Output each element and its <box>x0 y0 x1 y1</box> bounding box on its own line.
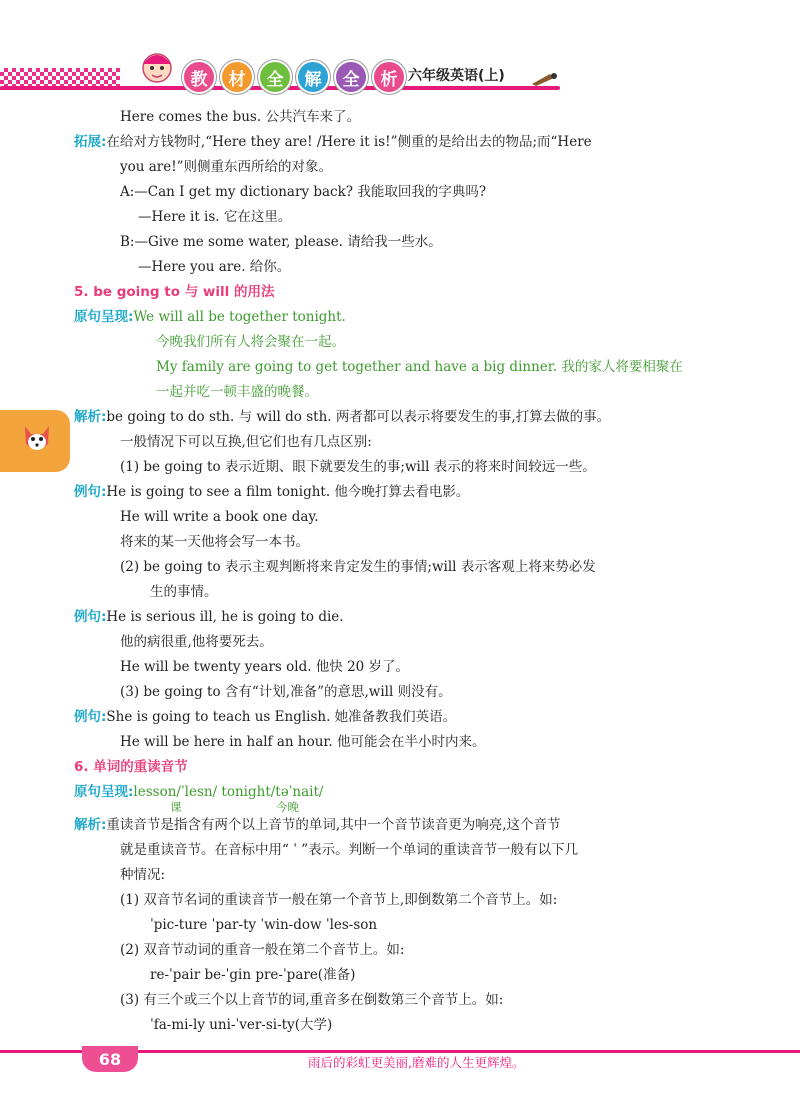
footer-motto: 雨后的彩虹更美丽,磨难的人生更辉煌。 <box>308 1055 525 1070</box>
text-line <box>138 256 290 278</box>
line-text: 6. 单词的重读音节 <box>74 759 188 775</box>
line-text: He will write a book one day. <box>120 509 319 525</box>
line-text: —Here it is. 它在这里。 <box>138 209 292 225</box>
line-text: re-ˈpair be-ˈgin pre-ˈpare(准备) <box>150 967 356 983</box>
line-text: ˈfa-mi-ly uni-ˈver-si-ty(大学) <box>150 1017 333 1033</box>
line-text: you are!”则侧重东西所给的对象。 <box>120 159 333 175</box>
text-line <box>74 481 469 503</box>
fox-mascot-icon <box>22 420 52 454</box>
text-line <box>74 131 592 153</box>
section-label: 解析: <box>74 409 107 425</box>
title-char: 材 <box>220 60 254 94</box>
line-text: (3) 有三个或三个以上音节的词,重音多在倒数第三个音节上。如: <box>120 992 504 1008</box>
line-text: 今晚我们所有人将会聚在一起。 <box>156 334 345 350</box>
line-text: 一般情况下可以互换,但它们也有几点区别: <box>120 434 372 450</box>
line-text: We will all be together tonight. <box>133 309 346 325</box>
text-line <box>156 331 345 353</box>
book-title <box>182 60 406 94</box>
text-line <box>120 631 273 653</box>
text-line <box>74 606 344 628</box>
text-line <box>138 206 291 228</box>
section-label: 原句呈现: <box>74 784 134 800</box>
line-text: 他的病很重,他将要死去。 <box>120 634 273 650</box>
gloss-text: 今晚 <box>276 800 299 814</box>
page-header <box>0 0 800 100</box>
text-line <box>120 456 596 478</box>
line-text: 一起并吃一顿丰盛的晚餐。 <box>156 384 318 400</box>
line-text: 生的事情。 <box>150 584 218 600</box>
line-text: be going to do sth. 与 will do sth. 两者都可以表示将要发生的事,打算去做的事。 <box>106 409 611 425</box>
section-heading <box>74 281 274 303</box>
line-text: He will be twenty years old. 他快 20 岁了。 <box>120 659 410 675</box>
text-line <box>150 964 355 986</box>
text-line <box>120 431 372 453</box>
text-line <box>120 556 596 578</box>
section-label: 例句: <box>74 609 107 625</box>
text-line <box>120 181 486 203</box>
section-label: 例句: <box>74 484 107 500</box>
line-text: A:—Can I get my dictionary back? 我能取回我的字典吗? <box>120 184 487 200</box>
title-char: 全 <box>334 60 368 94</box>
line-text: He will be here in half an hour. 他可能会在半小时内来。 <box>120 734 486 750</box>
text-line <box>120 889 557 911</box>
title-char: 解 <box>296 60 330 94</box>
line-text: ˈpic-ture ˈpar-ty ˈwin-dow ˈles-son <box>150 917 378 933</box>
text-line <box>74 706 456 728</box>
line-text: lesson/ˈlesn/ tonight/təˈnait/ <box>133 784 324 800</box>
mascot-icon <box>135 48 179 92</box>
line-text: (2) be going to 表示主观判断将来肯定发生的事情;will 表示客观上将来势必发 <box>120 559 596 575</box>
grade-label: 六年级英语(上) <box>408 68 505 84</box>
text-line <box>120 531 309 553</box>
text-line <box>120 106 360 128</box>
text-line <box>156 356 683 378</box>
line-text: Here comes the bus. 公共汽车来了。 <box>120 109 360 125</box>
title-char: 析 <box>372 60 406 94</box>
text-line <box>156 381 318 403</box>
line-text: She is going to teach us English. 她准备教我们英语。 <box>106 709 457 725</box>
text-line <box>74 306 346 328</box>
text-line <box>120 864 165 886</box>
line-text: He is going to see a film tonight. 他今晚打算去看电影。 <box>106 484 470 500</box>
line-text: 重读音节是指含有两个以上音节的单词,其中一个音节读音更为响亮,这个音节 <box>106 817 561 833</box>
text-line <box>74 406 610 428</box>
section-heading <box>74 756 188 778</box>
line-text: B:—Give me some water, please. 请给我一些水。 <box>120 234 442 250</box>
side-tab <box>0 410 70 472</box>
title-char: 教 <box>182 60 216 94</box>
text-line <box>120 939 404 961</box>
line-text: My family are going to get together and have a big dinner. 我的家人将要相聚在 <box>156 359 683 375</box>
section-label: 解析: <box>74 817 107 833</box>
page-number: 68 <box>82 1046 138 1072</box>
text-line <box>120 156 332 178</box>
line-text: (2) 双音节动词的重音一般在第二个音节上。如: <box>120 942 405 958</box>
section-label: 原句呈现: <box>74 309 134 325</box>
line-text: 在给对方钱物时,“Here they are! /Here it is!”侧重的是给出去的物品;而“Here <box>106 134 592 150</box>
text-line <box>120 506 319 528</box>
text-line <box>120 731 485 753</box>
text-line <box>120 989 503 1011</box>
text-line <box>150 914 377 936</box>
line-text: 就是重读音节。在音标中用“ ˈ ”表示。判断一个单词的重读音节一般有以下几 <box>120 842 579 858</box>
line-text: He is serious ill, he is going to die. <box>106 609 344 625</box>
line-text: —Here you are. 给你。 <box>138 259 291 275</box>
line-text: (1) 双音节名词的重读音节一般在第一个音节上,即倒数第二个音节上。如: <box>120 892 558 908</box>
text-line <box>120 656 409 678</box>
line-text: (3) be going to 含有“计划,准备”的意思,will 则没有。 <box>120 684 452 700</box>
section-label: 拓展: <box>74 134 107 150</box>
section-label: 例句: <box>74 709 107 725</box>
gloss-text: 课 <box>170 800 182 814</box>
line-text: 将来的某一天他将会写一本书。 <box>120 534 309 550</box>
text-line <box>120 839 578 861</box>
text-line <box>120 681 452 703</box>
text-line <box>150 1014 332 1036</box>
line-text: (1) be going to 表示近期、眼下就要发生的事;will 表示的将来时间较远一些。 <box>120 459 596 475</box>
title-char: 全 <box>258 60 292 94</box>
text-line <box>120 231 442 253</box>
line-text: 种情况: <box>120 867 166 883</box>
text-line <box>150 581 218 603</box>
line-text: 5. be going to 与 will 的用法 <box>74 284 275 300</box>
pencil-icon <box>530 68 558 88</box>
text-line <box>74 814 561 836</box>
